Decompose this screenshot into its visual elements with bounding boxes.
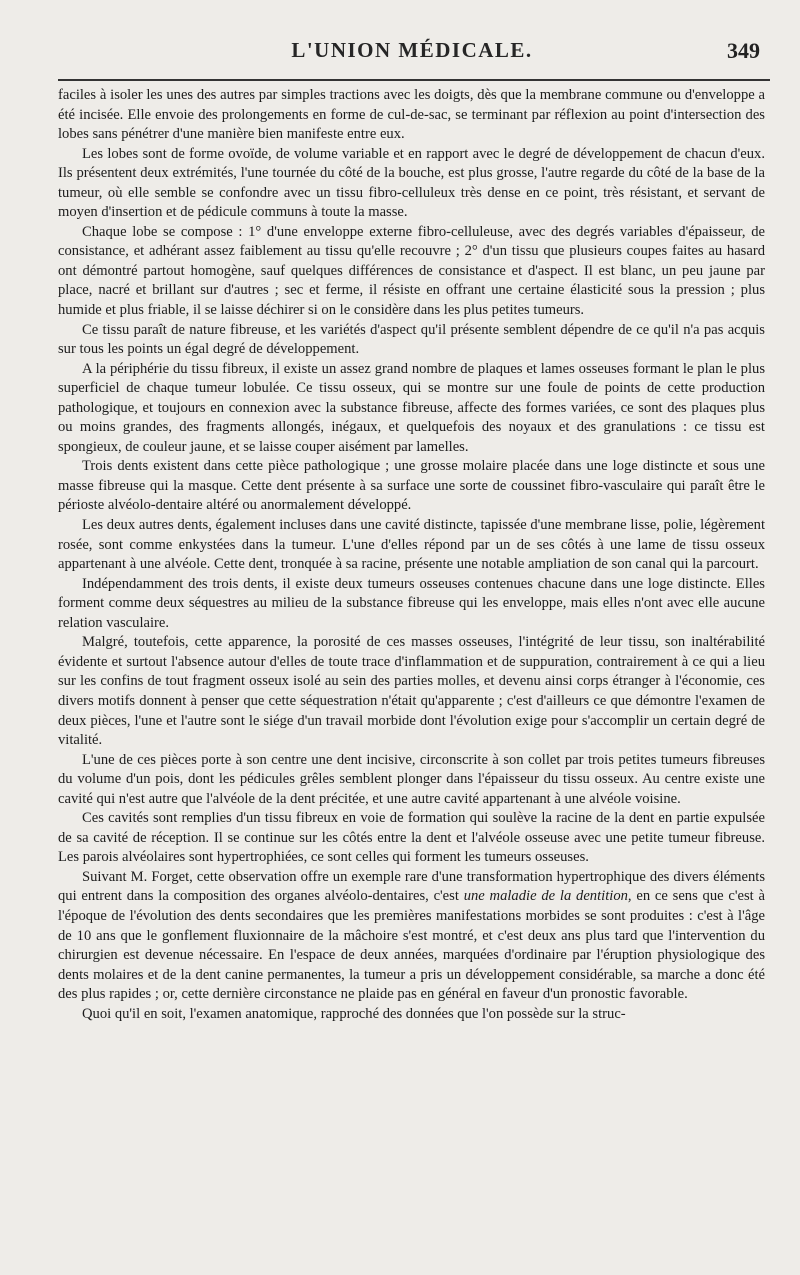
journal-title: L'UNION MÉDICALE. — [291, 38, 533, 62]
header-rule — [58, 79, 770, 81]
paragraph-text: en ce sens que c'est à l'époque de l'évolution des dents secondaires que les premières manifestations morbides se sont produites : c'est à l'âge de 10 ans que le gonflement fluxionnaire de la mâchoire s'est montré, et c'est deux ans plus tard que l'intervention du chirurgien est devenue nécessaire. En l'espace de deux années, marquées d'ordinaire par l'éruption physiologique des dents molaires et de la dent canine permanentes, la tumeur a pris un développement considérable, sa marche a donc été des plus rapides ; or, cette dernière circonstance ne plaide pas en général en faveur d'un pronostic favorable. — [58, 888, 765, 1003]
paragraph — [58, 868, 765, 1005]
paragraph: Ce tissu paraît de nature fibreuse, et les variétés d'aspect qu'il présente semblent dépendre de ce qu'il n'a pas acquis sur tous les points un égal degré de développement. — [58, 321, 765, 358]
paragraph: Les deux autres dents, également incluses dans une cavité distincte, tapissée d'une membrane lisse, polie, légèrement rosée, sont comme enkystées dans la tumeur. L'une d'elles répond par un de ses côtés à une lame de tissu osseux appartenant à une alvéole. Cette dent, tronquée à sa racine, présente une notable ampliation de son canal qui la parcourt. — [58, 517, 765, 573]
paragraph: Indépendamment des trois dents, il existe deux tumeurs osseuses contenues chacune dans une loge distincte. Elles forment comme deux séquestres au milieu de la substance fibreuse qui les enveloppe, mais elles n'ont avec elle aucune relation vasculaire. — [58, 575, 765, 631]
paragraph: A la périphérie du tissu fibreux, il existe un assez grand nombre de plaques et lames osseuses formant le plan le plus superficiel de chaque tumeur lobulée. Ce tissu osseux, qui se montre sur une foule de points de cette production pathologique, et toujours en connexion avec la substance fibreuse, affecte des formes variées, ce sont des plaques plus ou moins grandes, des fragments allongés, inégaux, et quelquefois des noyaux et des granulations : ce tissu est spongieux, de couleur jaune, et se laisse couper aisément par lamelles. — [58, 360, 765, 455]
article-body — [58, 86, 765, 1024]
paragraph: L'une de ces pièces porte à son centre une dent incisive, circonscrite à son collet par trois petites tumeurs fibreuses du volume d'un pois, dont les pédicules grêles semblent plonger dans l'épaisseur du tissu osseux. Au centre existe une cavité qui n'est autre que l'alvéole de la dent précitée, et une autre cavité appartenant à une alvéole voisine. — [58, 751, 765, 807]
paragraph: faciles à isoler les unes des autres par simples tractions avec les doigts, dès que la membrane commune ou d'enveloppe a été incisée. Elle envoie des prolongements en forme de cul-de-sac, se terminant par réflexion au point d'intersection des lobes sans pénétrer d'une manière bien manifeste entre eux. — [58, 87, 765, 143]
paragraph-text: Suivant M. Forget, cette observation offre un exemple rare d'une transformation hypertrophique des divers éléments qui entrent dans la composition des organes alvéolo-dentaires, c'est — [58, 868, 765, 905]
italic-phrase: une maladie de la dentition, — [463, 888, 632, 905]
paragraph: Les lobes sont de forme ovoïde, de volume variable et en rapport avec le degré de développement de chacun d'eux. Ils présentent deux extrémités, l'une tournée du côté de la bouche, est plus grosse, l'autre regarde du côté de la base de la tumeur, où elle semble se confondre avec un tissu fibro-celluleux très dense en ce point, très résistant, et servant de moyen d'insertion et de pédicule communs à toute la masse. — [58, 145, 765, 221]
running-header — [58, 38, 766, 70]
paragraph: Malgré, toutefois, cette apparence, la porosité de ces masses osseuses, l'intégrité de leur tissu, son inaltérabilité évidente et surtout l'absence autour d'elles de toute trace d'inflammation et de suppuration, contrairement à ce qui a lieu sur les confins de tout fragment osseux isolé au sein des parties molles, et devenu ainsi corps étranger à l'économie, ces divers motifs donnent à penser que cette séquestration n'était qu'apparente ; c'est d'ailleurs ce que démontre l'examen de deux pièces, l'une et l'autre sont le siége d'un travail morbide dont l'évolution exige pour s'accomplir un certain degré de vitalité. — [58, 634, 765, 749]
paragraph: Trois dents existent dans cette pièce pathologique ; une grosse molaire placée dans une loge distincte et sous une masse fibreuse qui la masque. Cette dent présente à sa surface une sorte de coussinet fibro-vasculaire qui paraît être le périoste alvéolo-dentaire altéré ou anormalement développé. — [58, 458, 765, 514]
page-number: 349 — [727, 38, 760, 63]
paragraph: Ces cavités sont remplies d'un tissu fibreux en voie de formation qui soulève la racine de la dent en partie expulsée de sa cavité de réception. Il se continue sur les côtés entre la dent et l'alvéole osseuse avec une petite tumeur fibreuse. Les parois alvéolaires sont hypertrophiées, ce sont celles qui forment les tumeurs osseuses. — [58, 810, 765, 866]
paragraph: Chaque lobe se compose : 1° d'une enveloppe externe fibro-celluleuse, avec des degrés variables d'épaisseur, de consistance, et adhérant assez faiblement au tissu qu'elle recouvre ; 2° d'un tissu que plusieurs coupes faites au hasard ont démontré partout homogène, sauf quelques différences de consistance et d'aspect. Il est blanc, un peu jaune par place, nacré et brillant sur d'autres ; sec et ferme, il résiste en offrant une certaine élasticité sous la pression ; plus humide et plus friable, il se laisse déchirer si on le considère dans les plus petites tumeurs. — [58, 223, 765, 319]
paragraph: Quoi qu'il en soit, l'examen anatomique, rapproché des données que l'on possède sur la struc- — [82, 1005, 626, 1022]
